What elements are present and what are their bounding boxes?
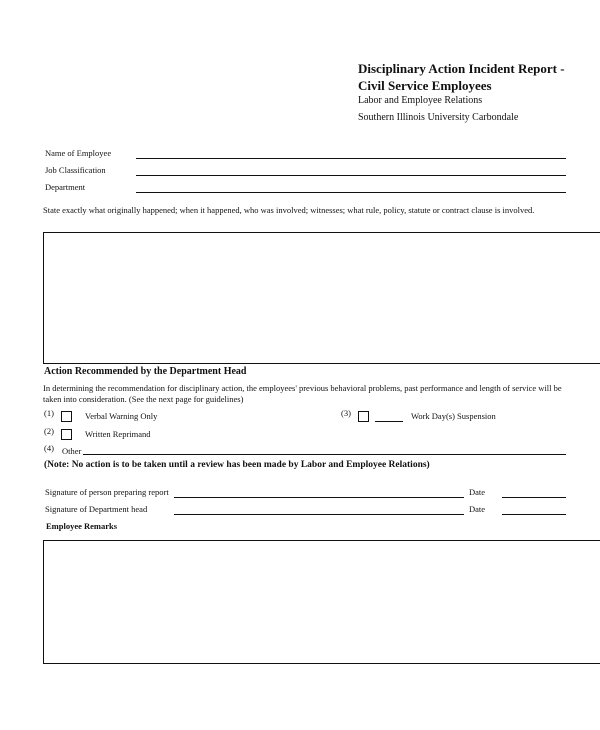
- other-action-field[interactable]: [83, 454, 566, 455]
- review-note: (Note: No action is to be taken until a review has been made by Labor and Employee Relations): [44, 460, 430, 470]
- preparer-signature-field[interactable]: [174, 497, 464, 498]
- other-label: Other: [62, 446, 82, 456]
- job-classification-label: Job Classification: [45, 165, 106, 175]
- university-name: Southern Illinois University Carbondale: [358, 112, 519, 123]
- employee-remarks-heading: Employee Remarks: [46, 521, 118, 531]
- incident-description-box[interactable]: [43, 232, 600, 364]
- verbal-warning-label: Verbal Warning Only: [85, 411, 158, 421]
- report-title-line2: Civil Service Employees: [358, 78, 492, 93]
- dept-head-date-label: Date: [469, 504, 486, 514]
- department-field[interactable]: [136, 192, 566, 193]
- option-4-number: (4): [44, 443, 54, 453]
- dept-head-signature-field[interactable]: [174, 514, 464, 515]
- action-instructions: In determining the recommendation for disciplinary action, the employees' previous behavioral problems, past performance and length of service will be taken into consideration. (See the next page for guidelines): [43, 383, 562, 404]
- preparer-date-label: Date: [469, 487, 486, 497]
- written-reprimand-checkbox[interactable]: [61, 429, 72, 440]
- preparer-date-field[interactable]: [502, 497, 566, 498]
- suspension-days-field[interactable]: [375, 421, 403, 422]
- written-reprimand-label: Written Reprimand: [85, 429, 151, 439]
- suspension-label: Work Day(s) Suspension: [411, 411, 496, 421]
- dept-head-signature-label: Signature of Department head: [45, 504, 148, 514]
- department-name: Labor and Employee Relations: [358, 95, 483, 106]
- report-title-line1: Disciplinary Action Incident Report -: [358, 61, 565, 76]
- suspension-checkbox[interactable]: [358, 411, 369, 422]
- preparer-signature-label: Signature of person preparing report: [45, 487, 169, 497]
- action-heading: Action Recommended by the Department Head: [44, 366, 247, 377]
- option-2-number: (2): [44, 426, 54, 436]
- department-label: Department: [45, 182, 86, 192]
- employee-remarks-box[interactable]: [43, 540, 600, 664]
- option-3-number: (3): [341, 408, 351, 418]
- name-of-employee-field[interactable]: [136, 158, 566, 159]
- incident-instructions: State exactly what originally happened; when it happened, who was involved; witnesses; what rule, policy, statute or contract clause is involved.: [43, 205, 535, 215]
- verbal-warning-checkbox[interactable]: [61, 411, 72, 422]
- job-classification-field[interactable]: [136, 175, 566, 176]
- option-1-number: (1): [44, 408, 54, 418]
- dept-head-date-field[interactable]: [502, 514, 566, 515]
- name-of-employee-label: Name of Employee: [45, 148, 112, 158]
